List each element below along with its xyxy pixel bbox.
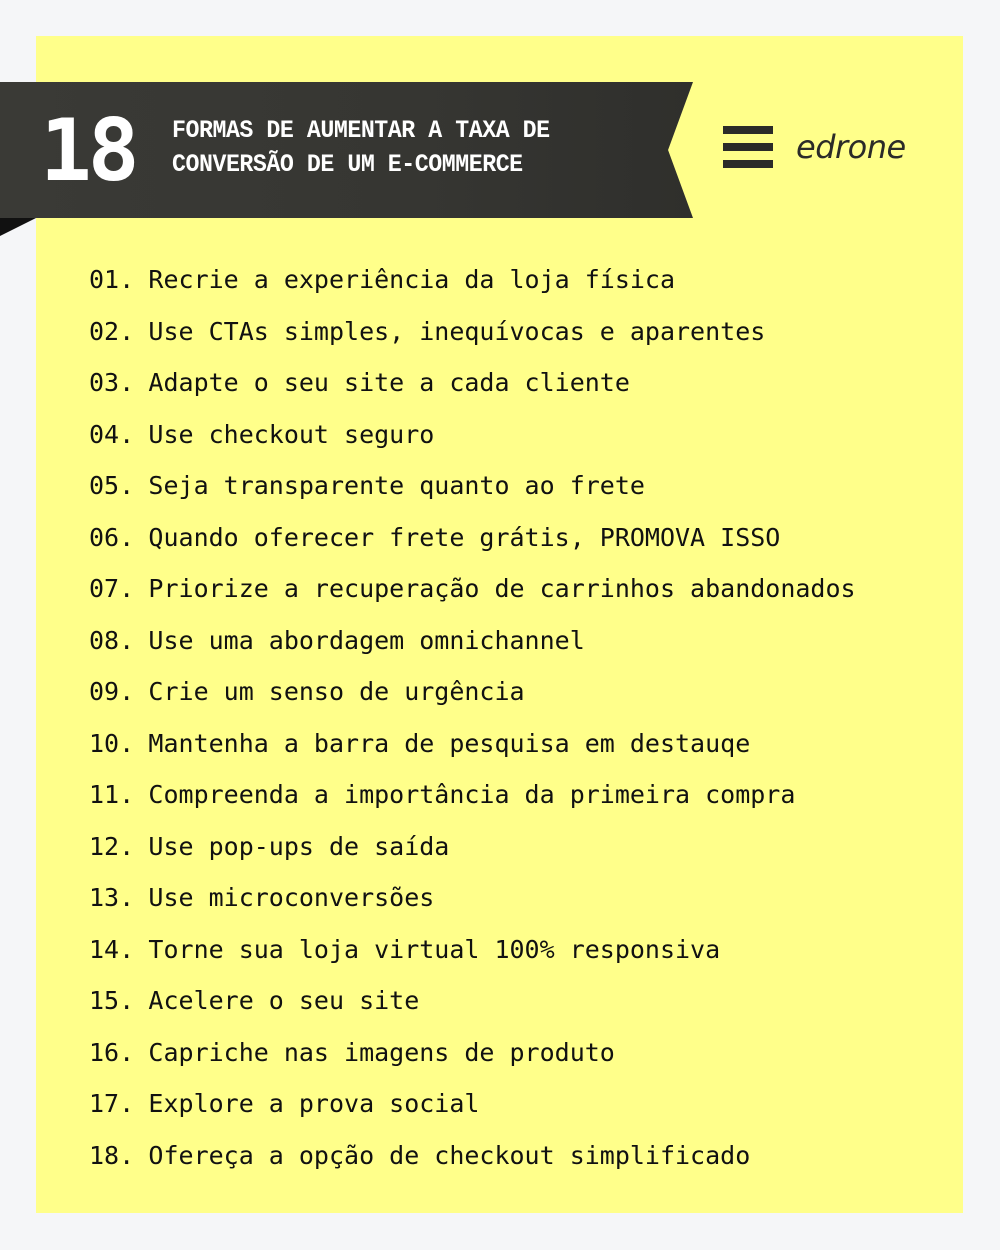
page-title <box>172 114 550 182</box>
edrone-logo <box>723 126 906 168</box>
list-item <box>89 419 856 471</box>
logo-text: edrone <box>796 128 906 166</box>
title-line-2: CONVERSÃO DE UM E-COMMERCE <box>172 150 523 179</box>
list-item <box>89 316 856 368</box>
list-item <box>89 882 856 934</box>
item-text: Torne sua loja virtual 100% responsiva <box>148 934 721 964</box>
item-number: 13. <box>89 883 135 912</box>
item-text: Quando oferecer frete grátis, PROMOVA ISSO <box>148 522 781 552</box>
item-number: 05. <box>89 471 135 500</box>
item-text: Recrie a experiência da loja física <box>148 265 676 294</box>
item-number: 02. <box>89 316 135 346</box>
item-text: Seja transparente quanto ao frete <box>148 471 645 500</box>
item-number: 04. <box>89 419 135 449</box>
list-item <box>89 264 856 316</box>
item-number: 03. <box>89 368 135 397</box>
list-item <box>89 1088 856 1140</box>
item-number: 18. <box>89 1140 135 1170</box>
item-text: Explore a prova social <box>148 1089 480 1118</box>
item-text: Use uma abordagem omnichannel <box>148 625 585 655</box>
list-item <box>89 728 856 780</box>
list-item <box>89 1037 856 1089</box>
item-number: 01. <box>89 265 135 294</box>
list-item <box>89 934 856 986</box>
item-text: Priorize a recuperação de carrinhos abandonados <box>148 574 856 603</box>
item-number: 06. <box>89 522 135 552</box>
item-text: Mantenha a barra de pesquisa em destauqe <box>148 728 751 758</box>
item-number: 16. <box>89 1037 135 1067</box>
item-text: Acelere o seu site <box>148 986 420 1015</box>
item-number: 08. <box>89 625 135 655</box>
item-number: 10. <box>89 728 135 758</box>
item-number: 15. <box>89 986 135 1015</box>
item-number: 14. <box>89 934 135 964</box>
item-text: Use pop-ups de saída <box>148 831 450 861</box>
item-text: Use CTAs simples, inequívocas e aparentes <box>148 316 766 346</box>
banner-fold <box>0 218 36 236</box>
three-bars-icon <box>723 126 773 168</box>
item-number: 07. <box>89 574 135 603</box>
item-text: Capriche nas imagens de produto <box>148 1037 615 1067</box>
item-text: Use checkout seguro <box>148 419 435 449</box>
item-text: Ofereça a opção de checkout simplificado <box>148 1140 751 1170</box>
tips-list <box>89 264 856 1191</box>
list-item <box>89 522 856 574</box>
list-item <box>89 367 856 419</box>
list-item <box>89 779 856 831</box>
item-text: Adapte o seu site a cada cliente <box>148 368 630 397</box>
list-item <box>89 625 856 677</box>
item-text: Use microconversões <box>148 883 435 912</box>
item-number: 11. <box>89 780 135 809</box>
big-number: 18 <box>40 101 136 201</box>
title-line-1: FORMAS DE AUMENTAR A TAXA DE <box>172 116 550 145</box>
item-number: 17. <box>89 1089 135 1118</box>
list-item <box>89 573 856 625</box>
list-item <box>89 676 856 728</box>
list-item <box>89 1140 856 1192</box>
item-number: 12. <box>89 831 135 861</box>
list-item <box>89 831 856 883</box>
item-text: Crie um senso de urgência <box>148 677 525 706</box>
list-item <box>89 985 856 1037</box>
item-text: Compreenda a importância da primeira compra <box>148 780 796 809</box>
item-number: 09. <box>89 677 135 706</box>
list-item <box>89 470 856 522</box>
